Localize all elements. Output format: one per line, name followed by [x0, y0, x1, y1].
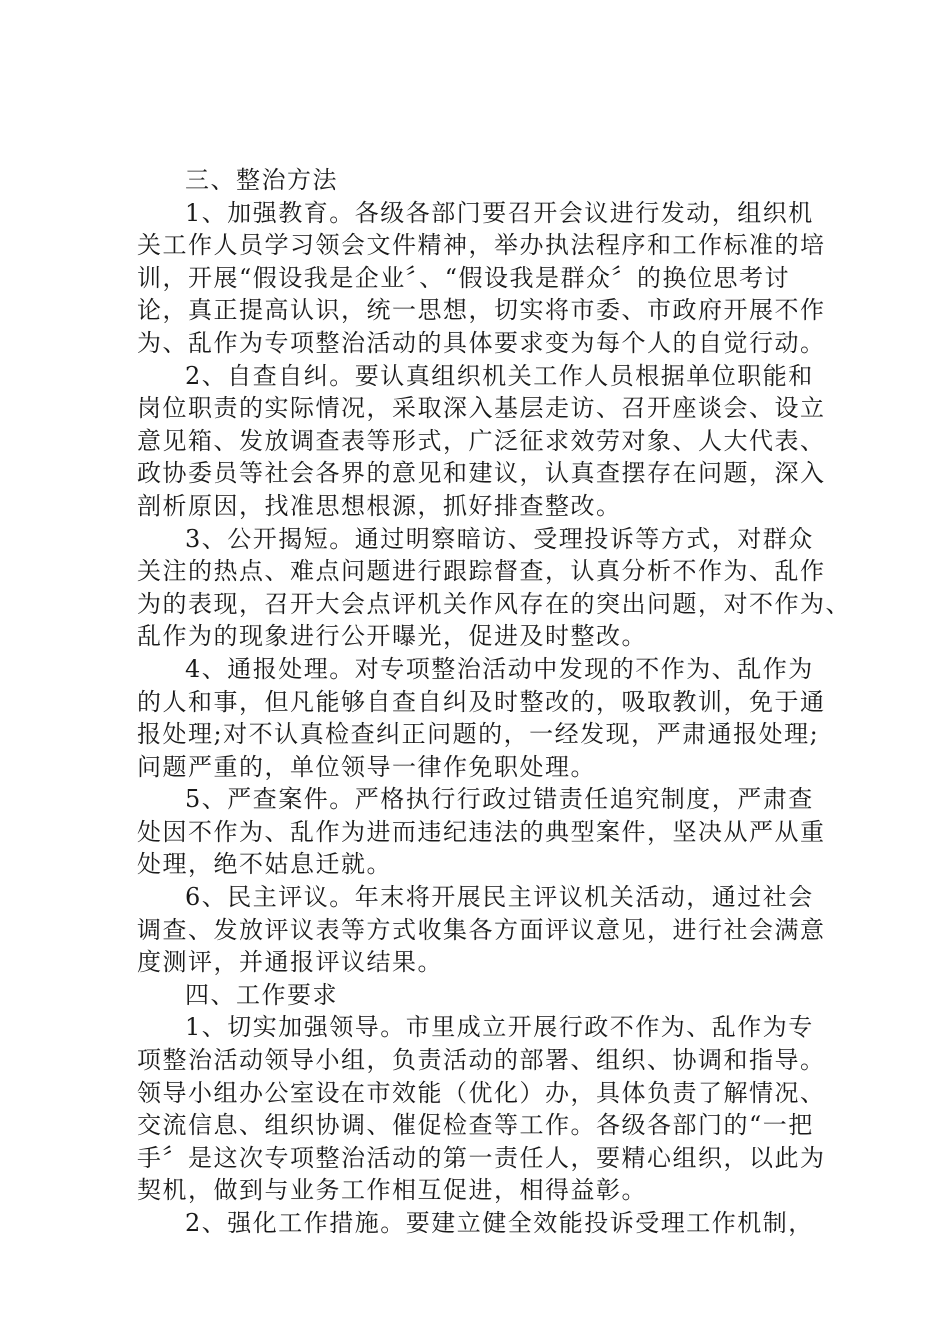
- paragraph-line: 4、通报处理。对专项整治活动中发现的不作为、乱作为: [185, 654, 814, 683]
- paragraph-line: 关工作人员学习领会文件精神，举办执法程序和工作标准的培: [137, 231, 826, 260]
- paragraph-line: 2、强化工作措施。要建立健全效能投诉受理工作机制，: [185, 1209, 814, 1237]
- paragraph-line: 1、切实加强领导。市里成立开展行政不作为、乱作为专: [185, 1013, 814, 1042]
- paragraph-line: 6、民主评议。年末将开展民主评议机关活动，通过社会: [185, 883, 814, 912]
- paragraph-line: 为、乱作为专项整治活动的具体要求变为每个人的自觉行动。: [137, 328, 826, 357]
- paragraph-line: 5、严查案件。严格执行行政过错责任追究制度，严肃查: [185, 785, 814, 814]
- paragraph-line: 为的表现，召开大会点评机关作风存在的突出问题，对不作为、: [137, 589, 851, 618]
- paragraph-line: 报处理;对不认真检查纠正问题的，一经发现，严肃通报处理;: [137, 720, 820, 749]
- paragraph-line: 剖析原因，找准思想根源，抓好排查整改。: [137, 491, 622, 520]
- document-body: [137, 164, 851, 1240]
- paragraph-line: 训，开展“假设我是企业〞、“假设我是群众〞的换位思考讨: [137, 263, 791, 292]
- paragraph-line: 手〞是这次专项整治活动的第一责任人，要精心组织，以此为: [137, 1143, 826, 1172]
- paragraph-line: 1、加强教育。各级各部门要召开会议进行发动，组织机: [185, 198, 814, 227]
- section-heading-requirements: 四、工作要求: [185, 980, 338, 1009]
- paragraph-line: 领导小组办公室设在市效能（优化）办，具体负责了解情况、: [137, 1078, 826, 1107]
- paragraph-line: 意见箱、发放调查表等形式，广泛征求效劳对象、人大代表、: [137, 426, 826, 455]
- paragraph-line: 岗位职责的实际情况，采取深入基层走访、召开座谈会、设立: [137, 394, 826, 423]
- paragraph-line: 项整治活动领导小组，负责活动的部署、组织、协调和指导。: [137, 1046, 826, 1075]
- paragraph-line: 度测评，并通报评议结果。: [137, 948, 443, 977]
- paragraph-line: 的人和事，但凡能够自查自纠及时整改的，吸取教训，免于通: [137, 687, 826, 716]
- paragraph-line: 处因不作为、乱作为进而违纪违法的典型案件，坚决从严从重: [137, 817, 826, 846]
- paragraph-line: 乱作为的现象进行公开曝光，促进及时整改。: [137, 622, 647, 651]
- paragraph-line: 2、自查自纠。要认真组织机关工作人员根据单位职能和: [185, 361, 814, 390]
- paragraph-line: 关注的热点、难点问题进行跟踪督查，认真分析不作为、乱作: [137, 557, 826, 586]
- paragraph-line: 问题严重的，单位领导一律作免职处理。: [137, 752, 596, 781]
- paragraph-line: 论，真正提高认识，统一思想，切实将市委、市政府开展不作: [137, 296, 826, 325]
- paragraph-line: 3、公开揭短。通过明察暗访、受理投诉等方式，对群众: [185, 524, 814, 553]
- paragraph-line: 契机，做到与业务工作相互促进，相得益彰。: [137, 1176, 647, 1205]
- section-heading-methods: 三、整治方法: [185, 166, 338, 194]
- paragraph-line: 处理，绝不姑息迁就。: [137, 850, 392, 879]
- paragraph-line: 交流信息、组织协调、催促检查等工作。各级各部门的“一把: [137, 1111, 814, 1140]
- paragraph-line: 调查、发放评议表等方式收集各方面评议意见，进行社会满意: [137, 915, 826, 944]
- paragraph-line: 政协委员等社会各界的意见和建议，认真查摆存在问题，深入: [137, 459, 826, 488]
